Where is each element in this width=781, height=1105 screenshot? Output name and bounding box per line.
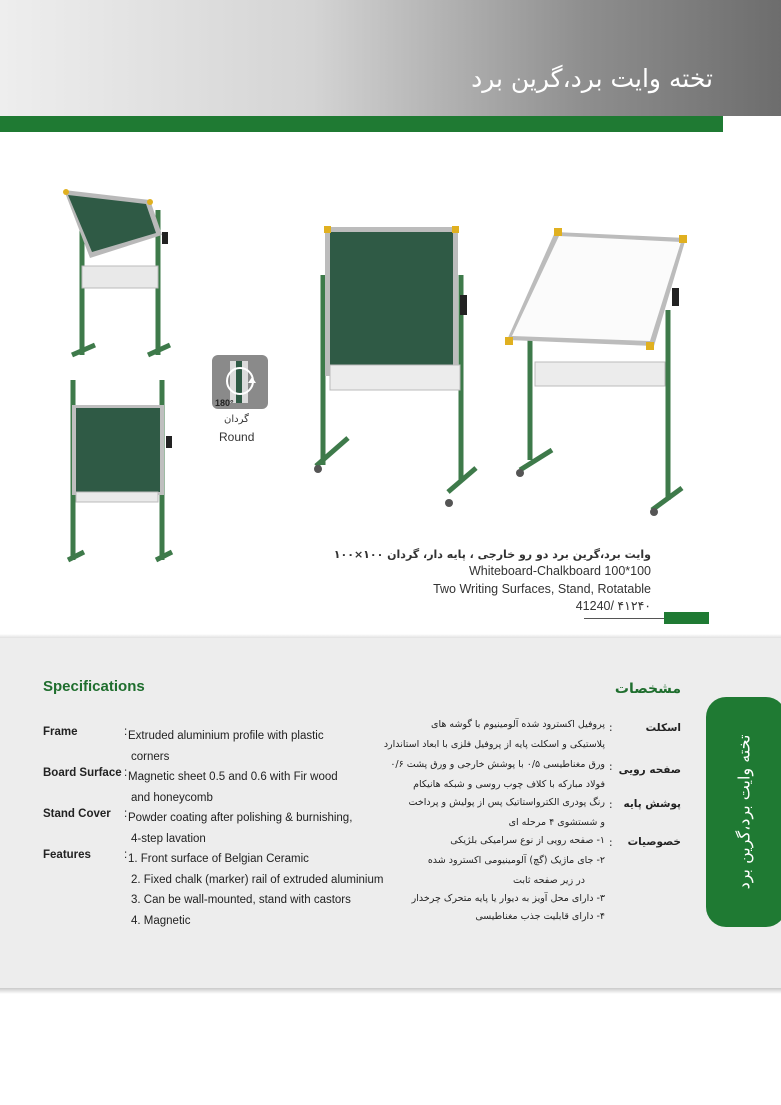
spec-colon-fa: : [609, 837, 613, 849]
spec-value-line: Magnetic sheet 0.5 and 0.6 with Fir wood [128, 771, 338, 783]
side-section-label: تخته وایت برد،گرین برد [734, 734, 754, 890]
spec-value-fa-line: فولاد مبارکه با کلاف چوب روسی و شبکه هانیکام [413, 779, 605, 790]
product-title-fa: وایت برد،گرین برد دو رو خارجی ، پایه دار، گردان ۱۰۰×۱۰۰ [333, 548, 651, 561]
tilted-chalkboard-image [63, 189, 170, 355]
spec-value [128, 767, 368, 808]
product-name-line1: Whiteboard-Chalkboard 100*100 [468, 564, 651, 578]
spec-label-fa: اسکلت [645, 722, 681, 734]
spec-label: Frame [43, 726, 78, 738]
upright-chalkboard-image [68, 380, 172, 560]
spec-value-fa-line: پروفیل اکسترود شده آلومینیوم با گوشه های [431, 719, 605, 730]
rotate-label-en: Round [219, 430, 255, 444]
product-caption [334, 548, 651, 613]
spec-colon-fa: : [609, 722, 613, 734]
spec-colon: : [124, 726, 128, 738]
spec-label: Board Surface [43, 767, 122, 779]
spec-value [128, 726, 368, 767]
caption-rule [584, 618, 664, 619]
spec-value-fa-line: ورق مغناطیسی ۰/۵ با پوشش خارجی و ورق پشت ۰/۶ [390, 759, 605, 770]
specifications-title-fa: مشخصات [614, 681, 681, 697]
spec-label: Stand Cover [43, 808, 111, 820]
caption-green-tab [664, 612, 709, 624]
rotate-badge [212, 355, 268, 409]
spec-value-fa-line: ۲- جای ماژیک (گچ) آلومینیومی اکسترود شده [427, 855, 605, 866]
spec-value-fa-line: ۱- صفحه رویی از نوع سرامیکی بلژیکی [450, 835, 605, 846]
header-green-rule [0, 116, 723, 132]
spec-label-fa: پوشش پایه [623, 798, 681, 810]
spec-value-fa-line: پلاستیکی و اسکلت پایه از پروفیل فلزی با ابعاد استاندارد [383, 739, 605, 750]
spec-colon: : [124, 767, 128, 779]
specifications-title: Specifications [43, 678, 145, 695]
spec-colon-fa: : [609, 761, 613, 773]
spec-value-line: 4-step lavation [131, 832, 206, 845]
spec-value-line: 4. Magnetic [131, 914, 191, 927]
product-name-line2: Two Writing Surfaces, Stand, Rotatable [433, 582, 651, 596]
rotate-label-fa: گردان [224, 414, 249, 425]
spec-value-fa-line: ۳- دارای محل آویز به دیوار یا پایه متحرک چرخدار [411, 893, 605, 904]
spec-label: Features [43, 849, 91, 861]
spec-value-line: 2. Fixed chalk (marker) rail of extruded aluminium [131, 873, 384, 886]
spec-value-fa-line: در زیر صفحه ثابت [513, 875, 585, 886]
spec-colon: : [124, 808, 128, 820]
spec-colon: : [124, 849, 128, 861]
page-title: تخته وایت برد،گرین برد [471, 64, 713, 93]
spec-value-line: 1. Front surface of Belgian Ceramic [128, 853, 309, 865]
spec-label-fa: صفحه رویی [618, 764, 681, 776]
spec-label-fa: خصوصیات [627, 836, 681, 848]
spec-value-fa-line: ۴- دارای قابلیت جذب مغناطیسی [475, 911, 605, 922]
spec-value-line: Powder coating after polishing & burnishing, [128, 812, 353, 824]
rotate-arrow-icon [212, 355, 268, 409]
rotate-degrees: 180° [215, 398, 234, 408]
spec-value-line: corners [131, 750, 170, 763]
spec-value [128, 808, 368, 849]
spec-value [128, 849, 384, 931]
spec-value-line: 3. Can be wall-mounted, stand with castors [131, 894, 351, 906]
main-whiteboard-image [505, 228, 687, 516]
spec-value-line: Extruded aluminium profile with plastic [128, 730, 324, 742]
product-code: 41240/ ۴۱۲۴۰ [575, 599, 651, 613]
header-band [0, 0, 781, 116]
spec-value-fa-line: و شستشوی ۴ مرحله ای [508, 817, 605, 828]
spec-value-fa-line: رنگ پودری الکترواستاتیک پس از پولیش و پرداخت [408, 797, 605, 808]
spec-value-line: and honeycomb [131, 791, 213, 804]
spec-panel-shadow [0, 988, 781, 994]
main-chalkboard-image [314, 226, 476, 507]
spec-colon-fa: : [609, 799, 613, 811]
